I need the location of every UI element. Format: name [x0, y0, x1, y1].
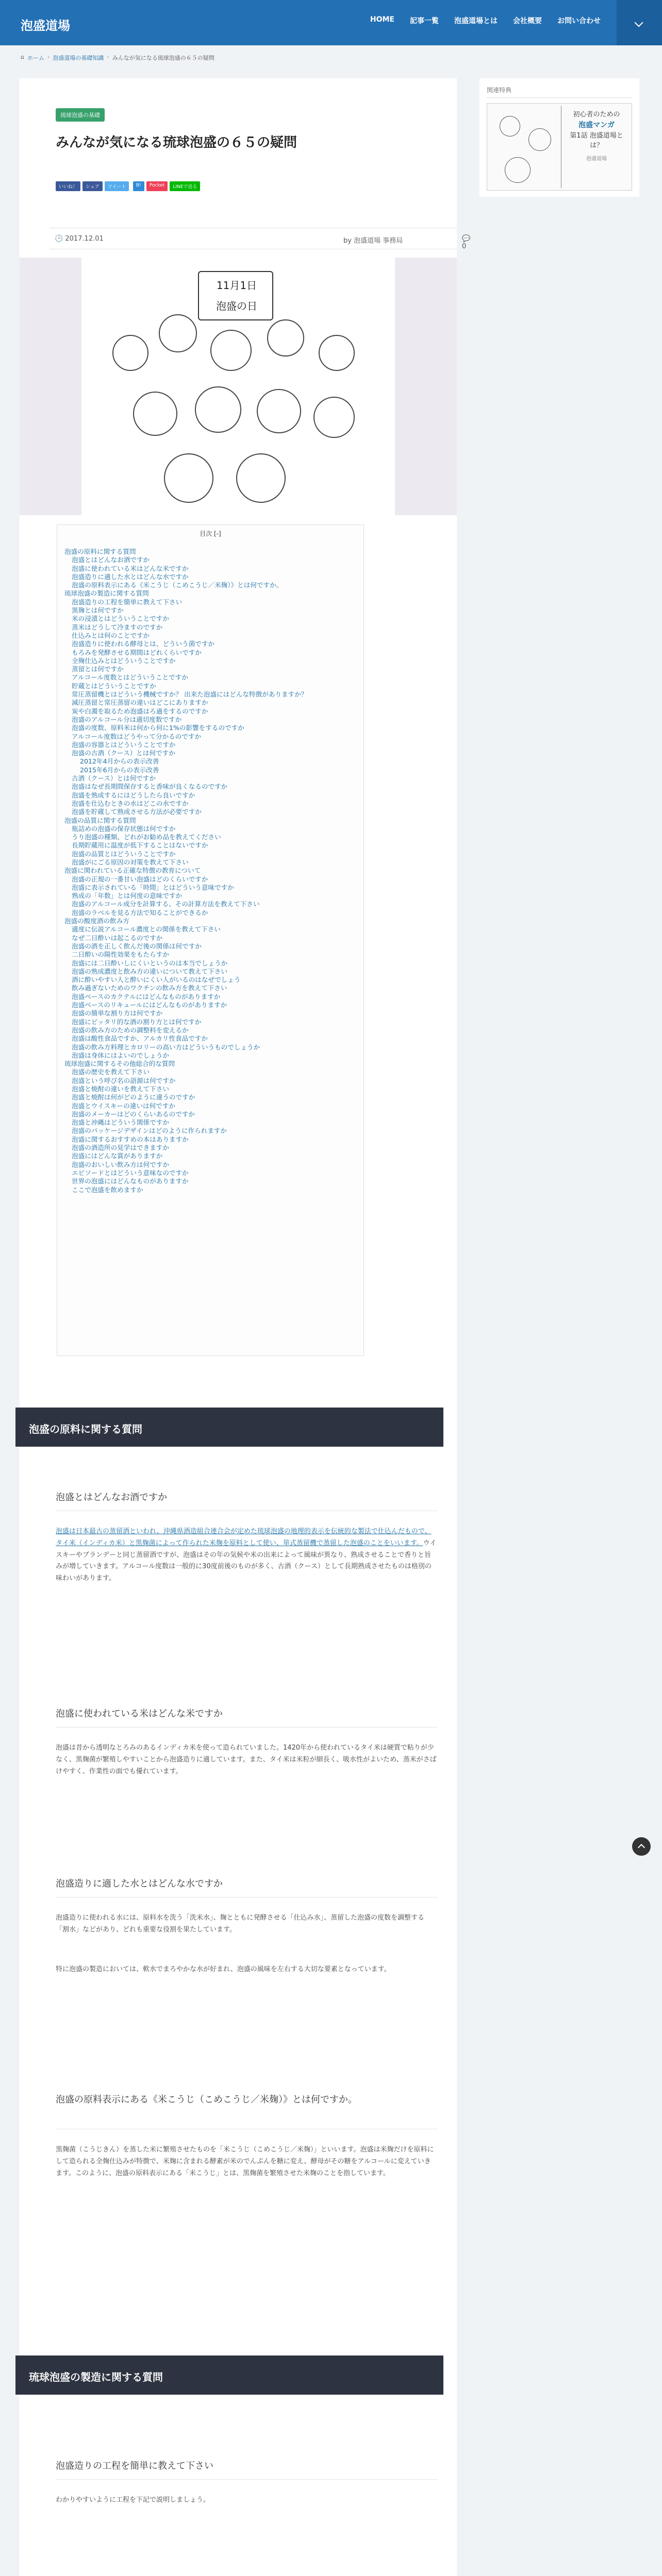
- site-logo[interactable]: 泡盛道場: [21, 19, 70, 33]
- toc-link[interactable]: 泡盛とウイスキーの違いは何ですか: [72, 1101, 175, 1110]
- toc-link[interactable]: 泡盛と焼酎の違いを教えて下さい: [72, 1085, 169, 1093]
- toc-link[interactable]: 世界の泡盛にはどんなものがありますか: [72, 1177, 189, 1185]
- toc-title[interactable]: 目次 [-]: [200, 530, 221, 537]
- toc-link[interactable]: 泡盛造りの工程を簡単に教えて下さい: [72, 598, 183, 606]
- character-illustration: [505, 157, 531, 183]
- facebook-share-button[interactable]: シェア: [82, 181, 103, 191]
- toc-link[interactable]: 黒麹とは何ですか: [72, 606, 124, 615]
- toc-link[interactable]: 泡盛の熟成濃度と飲み方の違いについて教えて下さい: [72, 967, 227, 975]
- toc-link[interactable]: 泡盛がにごる原因の対策を教えて下さい: [72, 858, 189, 866]
- toc-link[interactable]: 泡盛の古酒（クース）とは何ですか: [72, 749, 175, 757]
- person-illustration: [159, 314, 197, 352]
- menu-toggle-button[interactable]: [617, 0, 662, 45]
- toc-link[interactable]: 適度に伝説アルコール濃度との関係を教えて下さい: [72, 925, 221, 934]
- banner-text: 初心者のための 泡盛マンガ 第1話 泡盛道場とは？ 泡盛道場: [570, 111, 623, 162]
- answer-paragraph: 泡盛は昔から透明なとろみのあるインディカ米を使って造られていました。1420年から使われているタイ米は硬質で粘りが少なく、黒麹菌が繁殖しやすいことから泡盛造りに適しています。また、タイ米は米粒が細長く、吸水性がよいため、蒸米がさばけやすく、作業性の面でも優れています。: [56, 1744, 437, 1775]
- toc-link[interactable]: 仕込みとは何のことですか: [72, 631, 150, 639]
- toc-link[interactable]: アルコール度数はどうやって分かるのですか: [72, 732, 202, 740]
- person-illustration: [319, 335, 355, 371]
- toc-link[interactable]: なぜ二日酔いは起こるのですか: [72, 934, 163, 942]
- share-bar: [56, 181, 129, 191]
- toc-link[interactable]: 泡盛を熟成するにはどうしたら良いですか: [72, 791, 195, 799]
- manga-banner[interactable]: [487, 103, 632, 191]
- toc-link[interactable]: 泡盛のパッケージデザインはどのように作られますか: [72, 1127, 227, 1135]
- hero-illustration: [81, 258, 395, 515]
- character-illustration: [500, 116, 520, 137]
- toc-link[interactable]: 泡盛ベースのリキュールにはどんなものがありますか: [72, 1001, 227, 1009]
- person-illustration: [257, 389, 301, 433]
- toc-link[interactable]: 泡盛の容器とはどういうことですか: [72, 740, 176, 749]
- toc-link[interactable]: 泡盛と焼酎は何がどのように違うのですか: [72, 1093, 195, 1101]
- toc-link[interactable]: 全麹仕込みとはどういうことですか: [72, 656, 176, 665]
- toc-link[interactable]: 泡盛の原料に関する質問: [64, 548, 136, 555]
- breadcrumb-current: みんなが気になる琉球泡盛の６５の疑問: [112, 55, 214, 61]
- page-title: みんなが気になる琉球泡盛の６５の疑問: [56, 135, 297, 150]
- toc-link[interactable]: 泡盛の簡単な割り方は何ですか: [72, 1009, 163, 1018]
- toc-link[interactable]: 泡盛に表示されている「時間」とはどういう意味ですか: [72, 883, 234, 891]
- toc-link[interactable]: 炭や白濁を取るため泡盛はろ過をするのですか: [72, 707, 208, 715]
- answer-paragraph: わかりやすいように工程を下記で説明しましょう。: [56, 2496, 210, 2504]
- arrow-up-icon: [638, 1844, 645, 1851]
- breadcrumb-separator: ›: [47, 54, 50, 60]
- answer-paragraph: 特に泡盛の製造においては、軟水でまろやかな水が好まれ、泡盛の風味を左右する大切な要素となっています。: [56, 1965, 391, 1973]
- toc-link[interactable]: 泡盛とはどんなお酒ですか: [72, 556, 150, 564]
- nav-about[interactable]: 泡盛道場とは: [454, 17, 498, 25]
- person-illustration: [164, 453, 213, 503]
- toc-link[interactable]: 蒸留とは何ですか: [72, 665, 124, 673]
- category-badge[interactable]: 琉球泡盛の基礎: [56, 108, 105, 122]
- toc-link[interactable]: 泡盛のメーカーはどのくらいあるのですか: [72, 1110, 195, 1118]
- answer-paragraph: 黒麹菌（こうじきん）を蒸した米に繁殖させたものを「米こうじ（こめこうじ／米麹）」といいます。泡盛は米麹だけを原料にして造られる全麹仕込みが特徴で、米麹に含まれる酵素が米のでんぷんを糖に変え、酵母がその糖をアルコールに変えていきます。このように、泡盛の原料表示にある「米こうじ」とは、黒麹菌を繁殖させた米麹のことを指しています。: [56, 2146, 434, 2177]
- breadcrumb: [21, 54, 214, 62]
- share-bar-2: [133, 181, 200, 191]
- toc-link[interactable]: 熟成の「年数」とは何度の意味ですか: [72, 892, 183, 900]
- article-main: [20, 78, 471, 2576]
- person-illustration: [267, 319, 304, 357]
- nav-company[interactable]: 会社概要: [513, 17, 542, 25]
- back-to-top-button[interactable]: [632, 1837, 651, 1856]
- post-meta: [49, 228, 471, 250]
- post-author[interactable]: by 泡盛道場 事務局: [343, 237, 403, 245]
- divider: [56, 2479, 437, 2480]
- toc-link[interactable]: 泡盛のおいしい飲み方は何ですか: [72, 1160, 169, 1168]
- toc-link[interactable]: 泡盛の飲み方料理とカロリーの高い方はどういうものでしょうか: [72, 1043, 260, 1051]
- toc-link[interactable]: 2015年6月からの表示改善: [80, 766, 159, 774]
- toc-link[interactable]: 泡盛は身体にはよいのでしょうか: [72, 1051, 169, 1059]
- character-illustration: [528, 128, 551, 151]
- toc-link[interactable]: 泡盛は酸性食品ですか、アルカリ性食品ですか: [72, 1035, 208, 1043]
- toc-link[interactable]: 泡盛には二日酔いしにくいというのは本当でしょうか: [72, 959, 228, 967]
- toc-link[interactable]: 泡盛の酒を正しく飲んだ後の関係は何ですか: [72, 942, 202, 950]
- chevron-down-icon: [635, 19, 643, 27]
- toc-link[interactable]: 泡盛の飲み方のための調整料を変えるか: [72, 1026, 189, 1034]
- question-heading: 泡盛とはどんなお酒ですか: [56, 1492, 167, 1503]
- toc-link[interactable]: 泡盛ベースのカクテルにはどんなものがありますか: [72, 992, 221, 1001]
- breadcrumb-home[interactable]: ホーム: [27, 55, 44, 61]
- toc-link[interactable]: もろみを発酵させる期間はどれくらいですか: [72, 648, 202, 656]
- toc-link[interactable]: 泡盛造りに適した水とはどんな水ですか: [72, 572, 189, 581]
- question-heading: 泡盛造りに適した水とはどんな水ですか: [56, 1878, 223, 1889]
- toc-link[interactable]: ここで泡盛を飲めますか: [72, 1185, 143, 1194]
- toc-link[interactable]: 泡盛にはどんな賞がありますか: [72, 1152, 163, 1160]
- toc-link[interactable]: 泡盛に使われている米はどんな米ですか: [72, 564, 189, 572]
- toc-link[interactable]: 泡盛の原料表示にある《米こうじ（こめこうじ／米麹）》とは何ですか。: [72, 581, 283, 589]
- toc-link[interactable]: 米の浸漬とはどういうことですか: [72, 615, 169, 623]
- hatena-button[interactable]: B!: [133, 181, 144, 191]
- toc-link[interactable]: 泡盛の正規の一番甘い泡盛はどのくらいですか: [72, 875, 208, 883]
- toc-link[interactable]: 泡盛の度数、原料米は何から何に1%の影響をするのですか: [72, 724, 244, 732]
- line-button[interactable]: LINEで送る: [170, 181, 200, 191]
- site-header: [0, 0, 662, 45]
- toc-link[interactable]: 泡盛の酸度酒の飲み方: [64, 917, 129, 925]
- breadcrumb-category[interactable]: 泡盛道場の基礎知識: [53, 55, 104, 61]
- toc-link[interactable]: 泡盛に関われている正確な特徴の教育について: [64, 867, 201, 875]
- hero-signboard: 11月1日 泡盛の日: [198, 271, 273, 320]
- manga-illustration: [489, 106, 561, 188]
- toc-link[interactable]: 泡盛の酒造所の見学はできますか: [72, 1144, 169, 1152]
- answer-paragraph: 泡盛は日本最古の蒸留酒といわれ、沖縄県酒造組合連合会が定めた琉球泡盛の地理的表示を伝統的な製法で仕込んだもので、タイ米（インディカ米）と黒麹菌によって作られた米麹を原料として使い、単式蒸留機で蒸留した泡盛のことをいいます。ウイスキーやブランデーと同じ蒸留酒ですが、泡盛はその年の気候や米の出来によって風味が異なり、熟成させることで香りと旨みが増していきます。アルコール度数は一般的に30度前後のものが多く、古酒（クース）として長期熟成させたものは格別の味わいがあります。: [56, 1528, 437, 1582]
- sidebar: [479, 78, 639, 197]
- toc-link[interactable]: 泡盛にピッタリ的な酒の割り方とは何ですか: [72, 1018, 202, 1026]
- toc-link[interactable]: 泡盛に関するおすすめの本はありますか: [72, 1135, 189, 1143]
- toc-link[interactable]: 常圧蒸留機とはどういう機械ですか？ 出来た泡盛にはどんな特徴がありますか？: [72, 690, 308, 699]
- toc-link[interactable]: 泡盛の品質とはどういうことですか: [72, 850, 176, 858]
- toc-link[interactable]: 二日酔いの陽性効果をもたらすか: [72, 951, 169, 959]
- toc-link[interactable]: 飲み過ぎないためのワクチンの飲み方を教えて下さい: [72, 984, 227, 992]
- toc-link[interactable]: 泡盛のラベルを見る方法で知ることができるか: [72, 908, 208, 917]
- person-illustration: [313, 397, 355, 438]
- toc-link[interactable]: 2012年4月からの表示改善: [80, 757, 159, 766]
- comment-count[interactable]: 💬 0: [462, 235, 471, 250]
- section-heading: 泡盛の原料に関する質問: [15, 1408, 443, 1447]
- toc-link[interactable]: 琉球泡盛に関するその他総合的な質問: [64, 1060, 175, 1068]
- question-heading: 泡盛に使われている米はどんな米ですか: [56, 1708, 223, 1719]
- toc-link[interactable]: 泡盛を仕込むときの水はどこの水ですか: [72, 799, 189, 807]
- breadcrumb-separator: ›: [107, 54, 109, 60]
- toc-link[interactable]: 泡盛造りに使われる酵母とは、どういう菌ですか: [72, 640, 215, 648]
- nav-home[interactable]: HOME: [370, 15, 394, 24]
- tweet-button[interactable]: ツイート: [105, 181, 129, 191]
- toc-link[interactable]: 泡盛という呼び名の語源は何ですか: [72, 1076, 176, 1084]
- person-illustration: [210, 330, 252, 371]
- nav-articles[interactable]: 記事一覧: [410, 17, 439, 25]
- main-nav: [362, 15, 608, 26]
- question-heading: 泡盛造りの工程を簡単に教えて下さい: [56, 2461, 213, 2471]
- toc-link[interactable]: 酒に酔いやすい人と酔いにくい人がいるのはなぜでしょう: [72, 976, 241, 984]
- person-illustration: [236, 453, 286, 503]
- table-of-contents: [57, 524, 364, 1356]
- toc-link[interactable]: 泡盛と沖縄はどういう関係ですか: [72, 1118, 169, 1127]
- toc-link[interactable]: うり泡盛の種類、どれがお勧め品を教えてください: [72, 833, 221, 841]
- question-heading: 泡盛の原料表示にある《米こうじ（こめこうじ／米麹）》とは何ですか。: [56, 2094, 357, 2105]
- toc-link[interactable]: 貯蔵とはどういうことですか: [72, 682, 156, 690]
- person-illustration: [133, 392, 177, 436]
- toc-link[interactable]: 瓶詰めの泡盛の保存状態は何ですか: [72, 824, 176, 833]
- sidebar-title: 関連特典: [487, 86, 632, 98]
- pocket-button[interactable]: Pocket: [146, 181, 168, 191]
- toc-link[interactable]: 蒸米はどうして冷ますのですか: [72, 623, 163, 631]
- section-heading: 琉球泡盛の製造に関する質問: [15, 2355, 443, 2395]
- post-date: 🕒 2017.12.01: [55, 235, 104, 243]
- answer-paragraph: 泡盛造りに使われる水には、原料水を洗う「洗米水」、麹とともに発酵させる「仕込み水」、蒸留した泡盛の度数を調整する「割水」などがあり、どれも重要な役割を果たしています。: [56, 1914, 425, 1934]
- toc-link[interactable]: 減圧蒸留と常圧蒸留の違いはどこにありますか: [72, 699, 208, 707]
- toc-link[interactable]: 泡盛のアルコール分は適切度数ですか: [72, 715, 182, 723]
- toc-link[interactable]: 琉球泡盛の製造に関する質問: [64, 589, 149, 598]
- toc-link[interactable]: 泡盛の歴史を教えて下さい: [72, 1068, 150, 1076]
- toc-link[interactable]: 泡盛のアルコール成分を計算する、その計算方法を教えて下さい: [72, 900, 260, 908]
- home-icon: ⌂: [21, 54, 24, 60]
- toc-link[interactable]: 泡盛はなぜ長期間保存すると香味が良くなるのですか: [72, 783, 228, 791]
- toc-link[interactable]: エピソードとはどういう意味なのですか: [72, 1168, 189, 1177]
- toc-list: [64, 548, 358, 1194]
- facebook-like-button[interactable]: いいね！: [56, 181, 80, 191]
- toc-link[interactable]: アルコール度数とはどういうことですか: [72, 673, 188, 682]
- toc-link[interactable]: 泡盛の品質に関する質問: [64, 816, 136, 824]
- nav-contact[interactable]: お問い合わせ: [557, 17, 601, 25]
- hero-image: [20, 258, 457, 515]
- toc-link[interactable]: 古酒（クース）とは何ですか: [72, 774, 156, 783]
- toc-link[interactable]: 長期貯蔵用に温度が低下することはないですか: [72, 841, 208, 850]
- person-illustration: [195, 386, 241, 433]
- toc-link[interactable]: 泡盛を貯蔵して熟成させる方法が必要ですか: [72, 808, 202, 816]
- person-illustration: [112, 335, 148, 371]
